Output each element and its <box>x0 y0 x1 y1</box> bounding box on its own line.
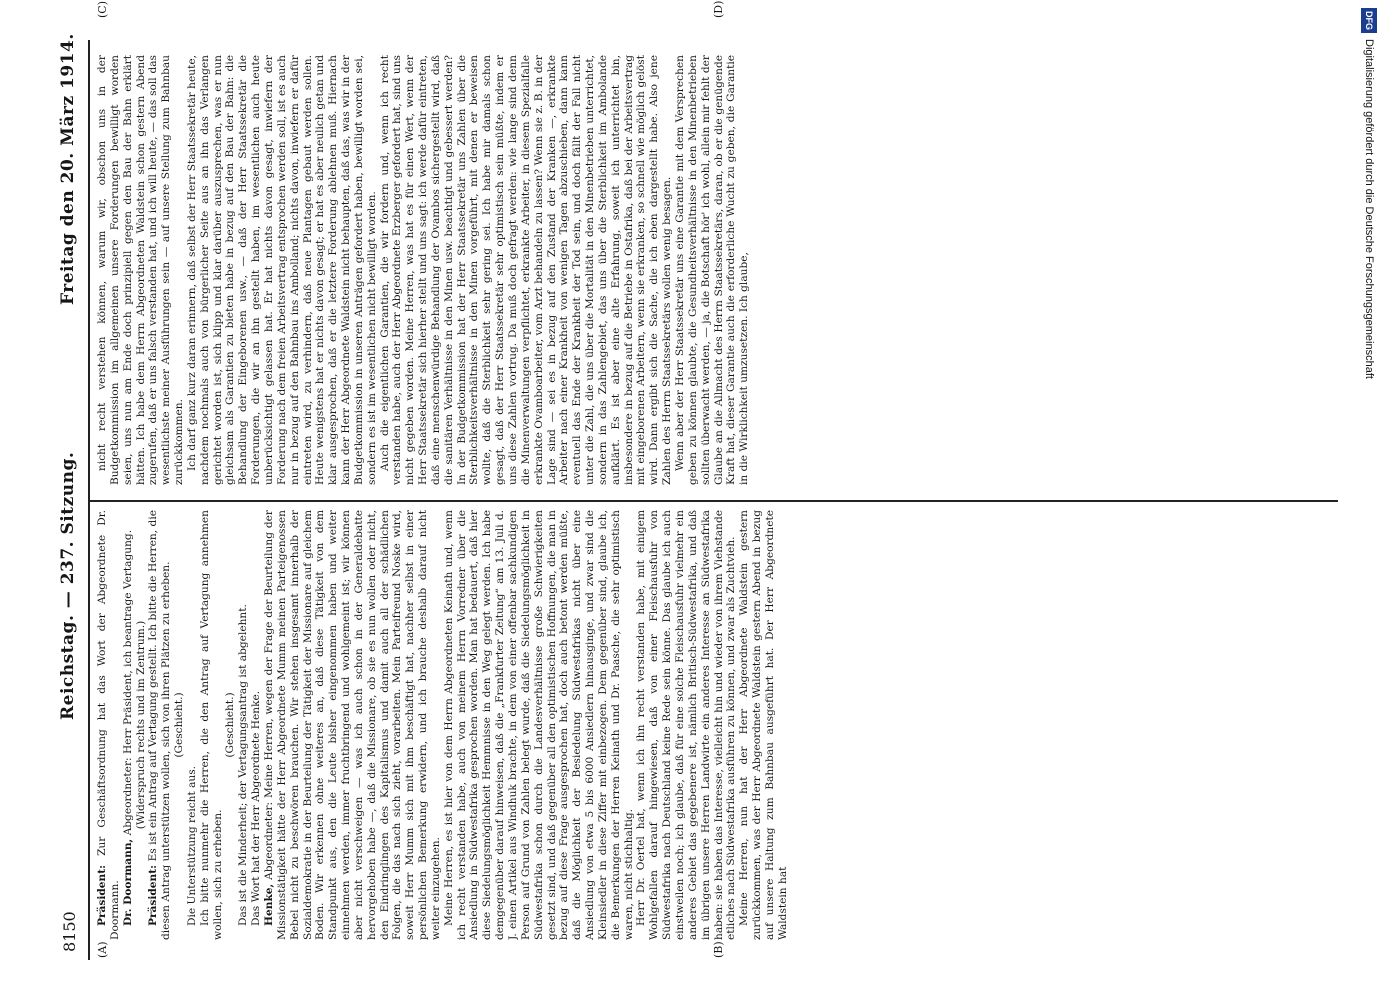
paragraph-text: Meine Herren, es ist hier von dem Herrn Abgeordneten Keinath und, wenn ich recht verstanden habe, auch von meinem Herrn Vorredner über die Ansiedlung in Südwestafrika gesprochen worden. Man hat bedauert, daß hier diese Siedelungsmöglichkeit Hemmnisse in den Weg gelegt werden. Ich habe demgegenüber darauf hinweisen, daß die „Frankfurter Zeitung“ am 13. Juli d. J. einen Artikel aus Windhuk brachte, in dem von einer offenbar sachkundigen Person auf Grund von Zahlen belegt wurde, daß die Siedelungsmöglichkeit in Südwestafrika schon durch die Landesverhältnisse große Schwierigkeiten gesetzt sind, und daß gegenüber all den optimistischen Hoffnungen, die man in bezug auf diese Frage ausgesprochen hat, doch auch betont werden müßte, daß die Möglichkeit der Besiedelung Südwestafrikas nicht über eine Ansiedlung von etwa 5 bis 6000 Ansiedlern hinausginge, und zwar sind die Kleinsiedler in diese Ziffer mit einbezogen. Dem gegenüber sind, glaube ich, die Bemerkungen der Herren Keinath und Dr. Paasche, die sehr optimistisch waren, nicht stichhaltig. <box>442 510 635 940</box>
speaker-name: Präsident: <box>147 864 160 926</box>
paragraph-text: Ich darf ganz kurz daran erinnern, daß selbst der Herr Staatssekretär heute, nachdem nochmals auch von bürgerlicher Seite aus an ihn das Verlangen gerichtet worden ist, sich klipp und klar darüber auszusprechen, was er nun gleichsam als Garantien zu bieten habe in bezug auf den Bau der Bahn: die Behandlung der Eingeborenen usw., — daß der Herr Staatssekretär die Forderungen, die wir an ihn gestellt haben, im wesentlichen auch heute unberücksichtigt gelassen hat. Er hat nichts davon gesagt, inwiefern der Forderung nach dem freien Arbeitsvertrag entsprochen werden soll, ist es auch nur in bezug auf den Bahnbau ins Ambolland; nichts davon, inwiefern er dafür eintreten wird, zu verhindern, daß neue Plantagen gebaut werden sollen. Heute wenigstens hat er nichts davon gesagt; er hat es aber neulich getan und klar ausgesprochen, daß er die letztere Forderung ablehnen muß. Hiernach kann der Herr Abgeordnete Waldstein nicht behaupten, daß das, was wir in der Budgetkommission in unseren Anträgen gefordert haben, bewilligt worden sei, sondern es ist im wesentlichen nicht bewilligt worden. <box>185 55 378 485</box>
paragraph <box>147 510 173 940</box>
paragraph <box>379 55 674 485</box>
speaker-name: Henke, <box>262 883 275 926</box>
margin-marker-b: (B) <box>712 941 725 958</box>
right-column <box>96 55 1336 485</box>
paragraph-text: Meine Herren, nun hat der Herr Abgeordnete Waldstein gestern zurückkommen, was der Herr Abgeordnete Waldstein gestern Abend in bezug auf unsere Haltung zum Bahnbau ausgeführt hat. Der Herr Abgeordnete Waldstein hat <box>738 510 789 940</box>
header-right-title: Freitag den 20. März 1914. <box>58 33 78 305</box>
left-column <box>96 510 1336 940</box>
paragraph-text: Das ist die Minderheit; der Vertagungsantrag ist abgelehnt. <box>237 604 250 926</box>
paragraph-text: Die Unterstützung reicht aus. <box>185 765 198 926</box>
page-wrap <box>52 0 1342 1000</box>
paragraph-text: Zur Geschäftsordnung hat das Wort der Abgeordnete Dr. Doormann. <box>96 510 121 940</box>
margin-marker-c: (C) <box>96 1 109 18</box>
dfg-logo: DFG <box>1361 8 1377 33</box>
paragraph <box>199 510 225 940</box>
paragraph <box>224 510 237 940</box>
paragraph-text: (Geschieht.) <box>173 692 186 758</box>
paragraph <box>250 510 263 940</box>
speaker-name: Präsident: <box>96 864 108 926</box>
paragraph-text: Auch die eigentlichen Garantien, die wir fordern und, wenn ich recht verstanden habe, auch der Herr Abgeordnete Erzberger gefordert hat, sind uns nicht gegeben worden. Meine Herren, was hat es für einen Wert, wenn der Herr Staatssekretär sich hierher stellt und uns sagt: ich werde dafür eintreten, daß eine menschenwürdige Behandlung der Ovambos sichergestellt wird, daß die sanitären Verhältnisse in den Minen usw. beachtigt und gebessert werden? In der Budgetkommission hat der Herr Staatssekretär uns Zahlen über die Sterblichkeitsverhältnisse in den Minen vorgeführt, mit denen er beweisen wollte, daß die Sterblichkeit sehr gering sei. Ich habe mir damals schon gesagt, daß der Herr Staatssekretär sehr optimistisch sein müßte, indem er uns diese Zahlen vortrug. Da muß doch gefragt werden: wie lange sind denn die Minenverwaltungen verpflichtet, erkrankte Arbeiter, in diesem Spezialfalle erkrankte Ovamboarbeiter, vom Arzt behandeln zu lassen? Wenn sie z. B. in der Lage sind — sei es in bezug auf den Zustand der Kranken —, erkrankte Arbeiter nach einer Krankheit von wenigen Tagen abzuschieben, dann kann eventuell das Ende der Krankheit der Tod sein, und doch fällt der Fall nicht unter die Zahl, die uns über die Mortalität in den Minenbetrieben unterrichtet, sondern in das Zahlengebiet, das uns über die Sterblichkeit im Ambolande aufklärt. Es ist aber eine alte Erfahrung, soweit ich unterrichtet bin, insbesondere in bezug auf die Betriebe in Ostafrika, daß bei der Arbeitsvertrag mit eingeborenen Arbeitern, wenn sie erkranken, so schnell wie möglich gelöst wird. Dann ergibt sich die Sache, die ich eben dargestellt habe. Also jene Zahlen des Herrn Staatssekretärs wollen wenig besagen. <box>378 55 674 485</box>
paragraph <box>738 510 789 940</box>
paragraph-text: (Widerspruch rechts und im Zentrum.) <box>134 620 147 830</box>
page-number: 8150 <box>60 911 79 952</box>
page-inner <box>52 0 1342 1000</box>
paragraph <box>237 510 250 940</box>
paragraph-text: Es ist ein Antrag auf Vertagung gestellt. Ich bitte die Herren, die diesen Antrag unterstützen wollen, sich von ihren Plätzen zu erheben. <box>147 510 173 940</box>
credit-text-wrap <box>1349 8 1377 996</box>
paragraph-text: Wenn aber der Herr Staatssekretär uns eine Garantie mit dem Versprechen geben zu können glaubte, die Gesundheitsverhältnisse in den Minenbetrieben sollten überwacht werden, — ja, die Botschaft hör' ich wohl, allein mir fehlt der Glaube an die Allmacht des Herrn Staatssekretärs, daran, ob er die genügende Kraft hat, dieser Garantie auch die erforderliche Wucht zu geben, die Garantie in die Wirklichkeit umzusetzen. Ich glaube, <box>673 55 751 485</box>
paragraph <box>173 510 186 940</box>
paragraph <box>186 55 379 485</box>
paragraph <box>96 55 186 485</box>
paragraph <box>674 55 751 485</box>
paragraph <box>635 510 738 940</box>
margin-marker-d: (D) <box>712 0 725 18</box>
paragraph <box>443 510 636 940</box>
paragraph-text: Abgeordneter: Herr Präsident, ich beantrage Vertagung. <box>121 529 134 839</box>
margin-marker-a: (A) <box>96 941 109 958</box>
paragraph-text: Herr Dr. Oertel hat, wenn ich ihn recht verstanden habe, mit einigem Wohlgefallen darauf hingewiesen, daß von einer Fleischausfuhr von Südwestafrika nach Deutschland keine Rede sein könne. Das glaube ich auch einstweilen noch; ich glaube, daß für eine solche Fleischausfuhr vielmehr ein anderes Gebiet das gegebenere ist, nämlich Britisch-Südwestafrika, und daß im übrigen unsere Herren Landwirte ein anderes Interesse an Südwestafrika haben: sie haben das Interesse, vielleicht hin und wieder von ihrem Viehstande etliches nach Südwestafrika ausführen zu können, und zwar als Zuchtvieh. <box>635 510 738 940</box>
header-left-title: Reichstag. — 237. Sitzung. <box>58 451 78 720</box>
paragraph-text: (Geschieht.) <box>224 692 237 758</box>
digitization-credit <box>1349 8 1377 996</box>
paragraph <box>186 510 199 940</box>
paragraph-text: Ich bitte nunmehr die Herren, die den Antrag auf Vertagung annehmen wollen, sich zu erheben. <box>198 510 224 940</box>
paragraph <box>263 510 443 940</box>
paragraph-text: Abgeordneter: Meine Herren, wegen der Frage der Beurteilung der Missionstätigkeit hätte der Herr Abgeordnete Mumm meinen Parteigenossen Bebel nicht zu beschwören brauchen. Wir stehen insgesamt innerhalb der Sozialdemokratie in der Beurteilung der Tätigkeit der Missionare auf gleichem Boden. Wir erkennen ohne weiteres an, daß diese Tätigkeit von dem Standpunkt aus, den die Leute bisher eingenommen haben und weiter einnehmen werden, immer fruchtbringend und wohlgemeint ist; wir können aber nicht verschweigen — was ich auch schon in der Generaldebatte hervorgehoben habe —, daß die Missionare, ob sie es nun wollen oder nicht, den Eindringlingen des Kapitalismus und damit auch all der schädlichen Folgen, die das nach sich zieht, vorarbeiten. Mein Parteifreund Noske wird, soweit Herr Mumm sich mit ihm beschäftigt hat, nachher selbst in einer persönlichen Bemerkung erwidern, und ich brauche deshalb darauf nicht weiter einzugehen. <box>262 510 442 940</box>
paragraph-text: nicht recht verstehen können, warum wir, obschon uns in der Budgetkommission im allgemeinen unsere Forderungen bewilligt worden seien, uns nun am Ende doch prinzipiell gegen den Bau der Bahn erklärt hätten. Ich habe dem Herrn Abgeordneten Waldstein schon gestern Abend zugerufen, daß er uns falsch verstanden hat, und ich will heute, — das soll das wesentlichste meiner Ausführungen sein — auf unsere Stellung zum Bahnbau zurückkommen. <box>96 55 186 485</box>
speaker-name: Dr. Doormann, <box>121 838 134 926</box>
paragraph-text: Das Wort hat der Herr Abgeordnete Henke. <box>250 690 263 926</box>
rotated-page <box>52 0 1342 1000</box>
paragraph <box>96 510 122 940</box>
credit-text: Digitalisierung gefördert durch die Deutsche Forschungsgemeinschaft <box>1363 39 1375 379</box>
paragraph <box>122 510 135 940</box>
paragraph <box>135 510 148 940</box>
column-divider <box>90 500 1338 502</box>
